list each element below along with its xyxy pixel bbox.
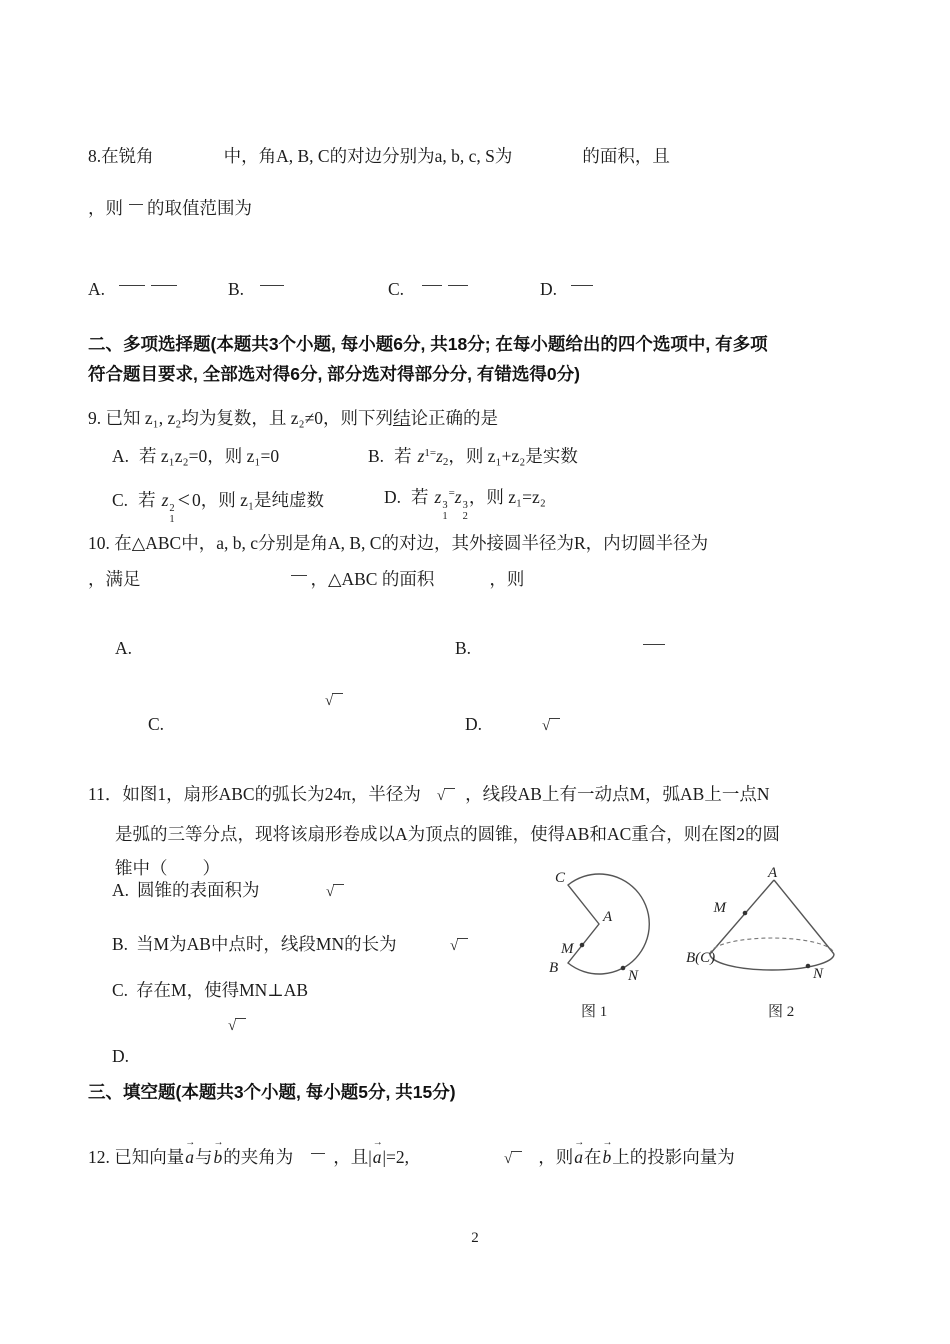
q9-option-c-sup: 2: [169, 503, 175, 514]
fig1-label-n: N: [628, 968, 639, 984]
q9-option-b-post: ，则 z₁+z₂是实数: [448, 446, 578, 466]
q10-text-4: ，则: [489, 569, 525, 589]
point-m-dot: [743, 911, 748, 916]
radical-vinculum: [549, 718, 560, 719]
cone-left-slant: [710, 880, 774, 954]
section-2-heading-line-2: [88, 363, 580, 386]
radical-sign: √: [228, 1018, 237, 1034]
radical-vinculum: [457, 938, 468, 939]
radical-remnant: [437, 784, 455, 804]
formula-bar: [422, 285, 442, 286]
question-9-stem: [88, 407, 498, 430]
q12-vector-a-3: → a: [573, 1146, 584, 1169]
formula-bar: [291, 575, 307, 576]
q10-radical-cluster: [325, 688, 343, 712]
formula-bar: [311, 1153, 325, 1154]
formula-bar: [129, 204, 143, 205]
q9-option-c-label: C.: [112, 490, 129, 510]
point-n-dot: [621, 966, 626, 971]
q9-stem-underlined-char: 结: [392, 408, 411, 428]
q12-text-2: 与: [195, 1147, 213, 1167]
q11-option-b-radical: [450, 933, 468, 957]
q9-option-d-sup-1: 3: [442, 500, 448, 511]
question-11-line-1: [88, 783, 769, 807]
q9-option-a-label: A.: [112, 446, 130, 466]
radical-sign: √: [504, 1151, 513, 1167]
figure-2-cone: [686, 866, 856, 1024]
question-11-option-b: [112, 933, 459, 956]
q8-text-5: 的取值范围为: [147, 198, 252, 218]
radical-sign: √: [542, 718, 551, 734]
q12-text-5: |=2,: [382, 1147, 410, 1167]
point-n-dot: [806, 964, 811, 969]
q9-option-d-label: D.: [384, 487, 402, 507]
q10-option-c-label: C.: [148, 714, 165, 734]
q8-option-c-label: C.: [388, 279, 405, 299]
question-8-line-1: [88, 145, 670, 168]
fig1-label-a: A: [603, 909, 613, 925]
formula-bar: [119, 285, 145, 286]
cone-base-back: [710, 938, 834, 954]
q10-option-c: [148, 713, 164, 736]
section-2-heading-line-1: [88, 333, 768, 356]
q9-option-b-var-z: z: [417, 446, 425, 466]
q11-option-c-text: 存在M，使得MN⊥AB: [136, 980, 309, 1000]
radical-remnant: [326, 880, 344, 900]
q11-option-d-label: D.: [112, 1046, 130, 1066]
q8-option-d: [540, 278, 593, 301]
q11-option-a-label: A.: [112, 880, 130, 900]
q8-option-b-label: B.: [228, 279, 245, 299]
q11-text-3: 是弧的三等分点，现将该扇形卷成以A为顶点的圆锥，使得AB和AC重合，则在图2的圆: [115, 824, 781, 844]
cone-right-slant: [774, 880, 834, 954]
q10-option-d: [465, 713, 560, 737]
q8-option-a: [88, 278, 177, 301]
q9-option-b-pre: 若: [394, 446, 412, 466]
point-m-dot: [580, 943, 585, 948]
q9-option-c-less-than: <: [177, 487, 191, 512]
fig2-caption: 图 2: [768, 1004, 795, 1020]
formula-bar: [448, 285, 468, 286]
q9-option-c-post: ，则 z₁是纯虚数: [200, 490, 325, 510]
q9-stem-text-1: 9. 已知 z₁, z₂均为复数，且 z₂≠0，则下列: [88, 408, 393, 428]
q8-text-4: ，则: [88, 198, 123, 218]
q11-text-2: ，线段AB上有一动点M，弧AB上一点N: [465, 784, 770, 804]
q10-option-d-label: D.: [465, 714, 483, 734]
q11-option-a-text: 圆锥的表面积为: [137, 880, 260, 900]
radical-sign: √: [450, 938, 459, 954]
fig2-label-a: A: [768, 866, 778, 881]
question-11-line-2: [115, 823, 780, 846]
formula-bar: [643, 644, 665, 645]
q9-option-d-pre: 若: [411, 487, 429, 507]
fig2-label-m: M: [713, 900, 726, 916]
q9-option-b-equals: =: [429, 447, 437, 459]
fig2-label-bc: B(C): [686, 950, 716, 966]
q9-option-b-var-z2: z: [436, 446, 443, 466]
question-10-line-2: [88, 568, 524, 591]
q11-option-b-text: 当M为AB中点时，线段MN的长为: [136, 934, 397, 954]
q9-option-c-zero: 0: [192, 490, 201, 510]
section-2-text-1: 二、多项选择题(本题共3个小题, 每小题6分, 共18分; 在每小题给出的四个选项中, 有多项: [88, 334, 768, 354]
figure-1-sector: [533, 866, 673, 1024]
q11-orphan-radical: [228, 1013, 246, 1037]
q11-text-1: 11．如图1，扇形ABC的弧长为24π，半径为: [88, 784, 421, 804]
radical-sign: √: [325, 693, 334, 709]
question-11-line-3: [115, 857, 220, 880]
q9-option-b-label: B.: [368, 446, 385, 466]
q8-option-d-label: D.: [540, 279, 558, 299]
question-11-option-a: [112, 879, 335, 902]
fig1-caption: 图 1: [581, 1004, 608, 1020]
q11-option-a-radical: [326, 879, 344, 903]
q9-option-c-pre: 若: [138, 490, 156, 510]
fig1-label-b: B: [549, 960, 559, 976]
q9-option-d-post: ，则 z₁=z₂: [468, 487, 546, 507]
radical-vinculum: [511, 1151, 522, 1152]
page-number: 2: [471, 1230, 479, 1246]
q10-text-2: ，满足: [88, 569, 141, 589]
q10-option-a-label: A.: [115, 638, 133, 658]
q9-option-b-sub-2: 2: [442, 456, 449, 468]
radical-vinculum: [332, 693, 343, 694]
q8-text-2: 中，角A, B, C的对边分别为a, b, c, S为: [223, 146, 513, 166]
q9-option-d: [384, 486, 546, 522]
q12-text-3: 的夹角为: [223, 1147, 294, 1167]
radical-remnant: [325, 689, 343, 709]
question-10-line-1: [88, 532, 708, 555]
radical-vinculum: [235, 1018, 246, 1019]
q9-option-d-sup-2: 3: [462, 500, 468, 511]
fig2-label-n: N: [813, 966, 824, 982]
q11-option-c-label: C.: [112, 980, 129, 1000]
q9-option-a-text: 若 z₁z₂=0，则 z₁=0: [139, 446, 280, 466]
q9-option-c: [112, 486, 324, 525]
q10-option-b: [455, 637, 665, 660]
q12-vector-a: → a: [184, 1146, 195, 1169]
q9-stem-text-2: 论正确的是: [410, 408, 498, 428]
fig1-label-c: C: [555, 870, 566, 886]
q12-text-8: 上的投影向量为: [612, 1147, 735, 1167]
q9-option-d-stack-2: [463, 500, 468, 522]
radical-remnant: [228, 1014, 246, 1034]
radical-sign: √: [436, 788, 446, 804]
q8-option-c: [388, 278, 468, 301]
q9-option-b: [368, 445, 578, 469]
q9-option-d-sub-1: 1: [442, 511, 448, 523]
q8-text-1: 8.在锐角: [88, 146, 154, 166]
q10-option-b-label: B.: [455, 638, 472, 658]
q9-option-d-stack-1: [442, 500, 447, 522]
section-3-text: 三、填空题(本题共3个小题, 每小题5分, 共15分): [88, 1082, 456, 1102]
radical-remnant: [542, 714, 560, 734]
radical-vinculum: [444, 788, 455, 789]
q10-text-1: 10. 在△ABC中，a, b, c分别是角A, B, C的对边，其外接圆半径为R，内切圆半径为: [88, 533, 709, 553]
q12-text-7: 在: [584, 1147, 602, 1167]
q12-text-6: ，则: [538, 1147, 574, 1167]
q11-option-b-label: B.: [112, 934, 129, 954]
formula-bar: [151, 285, 177, 286]
q12-text-4: ，且|: [333, 1147, 372, 1167]
q9-option-a: [112, 445, 279, 468]
radical-remnant: [450, 934, 468, 954]
q8-option-b: [228, 278, 284, 301]
q9-option-d-sub-2: 2: [462, 511, 468, 523]
question-11-option-c: [112, 979, 308, 1002]
q9-option-d-equals: =: [448, 487, 455, 499]
radical-sign: √: [326, 884, 335, 900]
q12-vector-a-2: → a: [372, 1146, 383, 1169]
section-2-text-2: 符合题目要求, 全部选对得6分, 部分选对得部分分, 有错选得0分): [88, 364, 580, 384]
radical-remnant: [504, 1147, 522, 1167]
q10-text-3: ，△ABC 的面积: [310, 569, 435, 589]
q9-option-d-var-z2: z: [454, 487, 462, 507]
radical-vinculum: [333, 884, 344, 885]
q9-option-c-var-z: z: [161, 490, 169, 510]
formula-bar: [571, 285, 593, 286]
q12-vector-b: → b: [213, 1146, 224, 1169]
section-3-heading: [88, 1081, 456, 1104]
formula-bar: [260, 285, 284, 286]
question-11-option-d: [112, 1045, 129, 1068]
q12-text-1: 12. 已知向量: [88, 1147, 185, 1167]
q9-option-d-var-z1: z: [434, 487, 442, 507]
q12-vector-b-2: → b: [602, 1146, 613, 1169]
q10-option-a: [115, 637, 132, 660]
question-8-line-2: [88, 197, 252, 220]
q11-text-4: 锥中（ ）: [115, 858, 220, 878]
q9-option-c-sub: 1: [169, 514, 175, 526]
q9-option-c-script-stack: [169, 503, 174, 525]
q9-option-b-sup-1: 1: [424, 447, 430, 459]
fig1-label-m: M: [561, 941, 574, 957]
q8-text-3: 的面积，且: [582, 146, 670, 166]
q8-option-a-label: A.: [88, 279, 106, 299]
question-12-line: [88, 1146, 735, 1170]
